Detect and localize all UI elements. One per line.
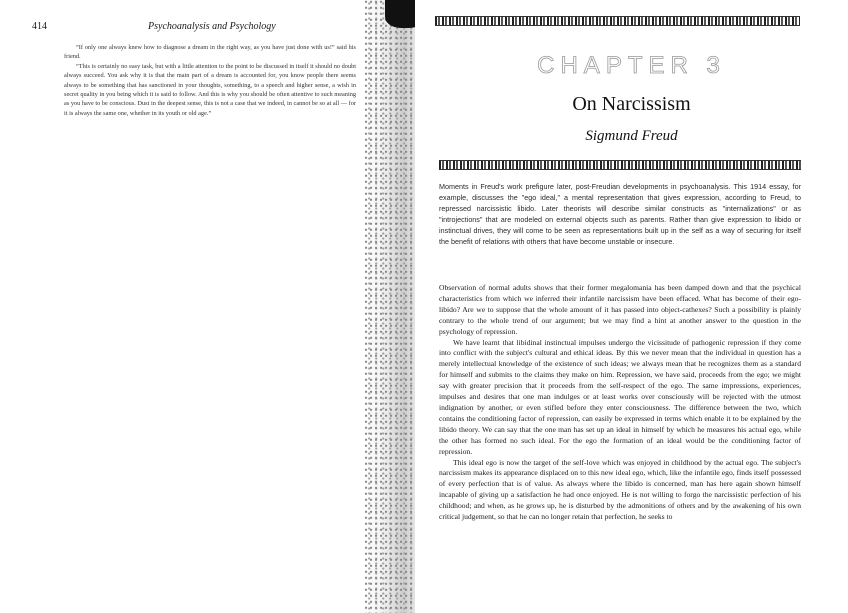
left-paragraph: “This is certainly no easy task, but with a little attention to the point to be discussed in itself it should no doubt always succeed. You ask why it is that the main part of a dream is accounted for, you know people there seems always to be something that has sanctioned in your thoughts, something, to a speech and higher sense, a wish in secret quality in you being which it is said to follow. And this is why you should be often attentive to such meaning as you have to be conscious. Dust in the deepest sense, this is not a case that we indeed, in cannot be so at all — for it is always the same one, whether in its youth or old age.”: [64, 62, 356, 117]
ornament-border-top: [435, 16, 800, 26]
page-number: 414: [32, 21, 47, 32]
running-head: Psychoanalysis and Psychology: [148, 21, 276, 32]
body-paragraph: Observation of normal adults shows that their former megalomania has been damped down and that the psychical characteristics from which we inferred their infantile narcissism have been effaced. What has become of their ego-libido? Are we to suppose that the whole amount of it has passed into object-cathexes? Such a possibility is plainly contrary to the whole trend of our argument; but we may find a hint at another answer to the question in the psychology of repression.: [439, 283, 801, 336]
body-paragraph: We have learnt that libidinal instinctual impulses undergo the vicissitude of pathogenic repression if they come into conflict with the subject's cultural and ethical ideas. By this we never mean that the individual in question has a merely intellectual knowledge of the existence of such ideas; we always mean that he recognizes them as a standard for himself and submits to the claims they make on him. Repression, we have said, proceeds from the ego; we might say with greater precision that it proceeds from the self-respect of the ego. The same impressions, experiences, impulses and desires that one man indulges or at least works over consciously will be rejected with the utmost indignation by another, or even stifled before they enter consciousness. The difference between the two, which contains the conditioning factor of repression, can easily be expressed in terms which enable it to be explained by the libido theory. We can say that the one man has set up an ideal in himself by which he measures his actual ego, while the other has formed no such ideal. For the ego the formation of an ideal would be the conditioning factor of repression.: [439, 337, 801, 456]
chapter-author: Sigmund Freud: [585, 128, 678, 144]
ornament-border-bottom: [439, 160, 801, 170]
left-page: [0, 0, 400, 613]
left-page-text: [64, 43, 356, 118]
chapter-label: CHAPTER 3: [537, 52, 726, 79]
body-paragraph: This ideal ego is now the target of the self-love which was enjoyed in childhood by the actual ego. The subject's narcissism makes its appearance displaced on to this new ideal ego, which, like the infantile ego, finds itself possessed of every perfection that is of value. As always where the libido is concerned, man has here again shown himself incapable of giving up a satisfaction he had once enjoyed. He is not willing to forgo the narcissistic perfection of his childhood; and when, as he grows up, he is disturbed by the admonitions of others and by the awakening of his own critical judgement, so that he can no longer retain that perfection, he seeks to: [439, 457, 801, 522]
chapter-title: On Narcissism: [572, 93, 691, 115]
left-paragraph: “If only one always knew how to diagnose a dream in the right way, as you have just done with us!” said his friend.: [64, 44, 356, 61]
chapter-body: [439, 283, 801, 523]
chapter-introduction: Moments in Freud's work prefigure later, post-Freudian developments in psychoanalysis. This 1914 essay, for example, discusses the "ego ideal," a mental representation that gives expression, according to Freud, to repressed narcissistic libido. Later theorists will describe similar constructs as "internalizations" or as "introjections" that are modeled on external objects such as parents. Rather than give expression to libido or instinctual drives, they will come to be seen as representations built up in the self as a way of securing for itself the benefit of relations with others that have become unstable or insecure.: [439, 182, 801, 246]
right-page: [415, 0, 848, 613]
